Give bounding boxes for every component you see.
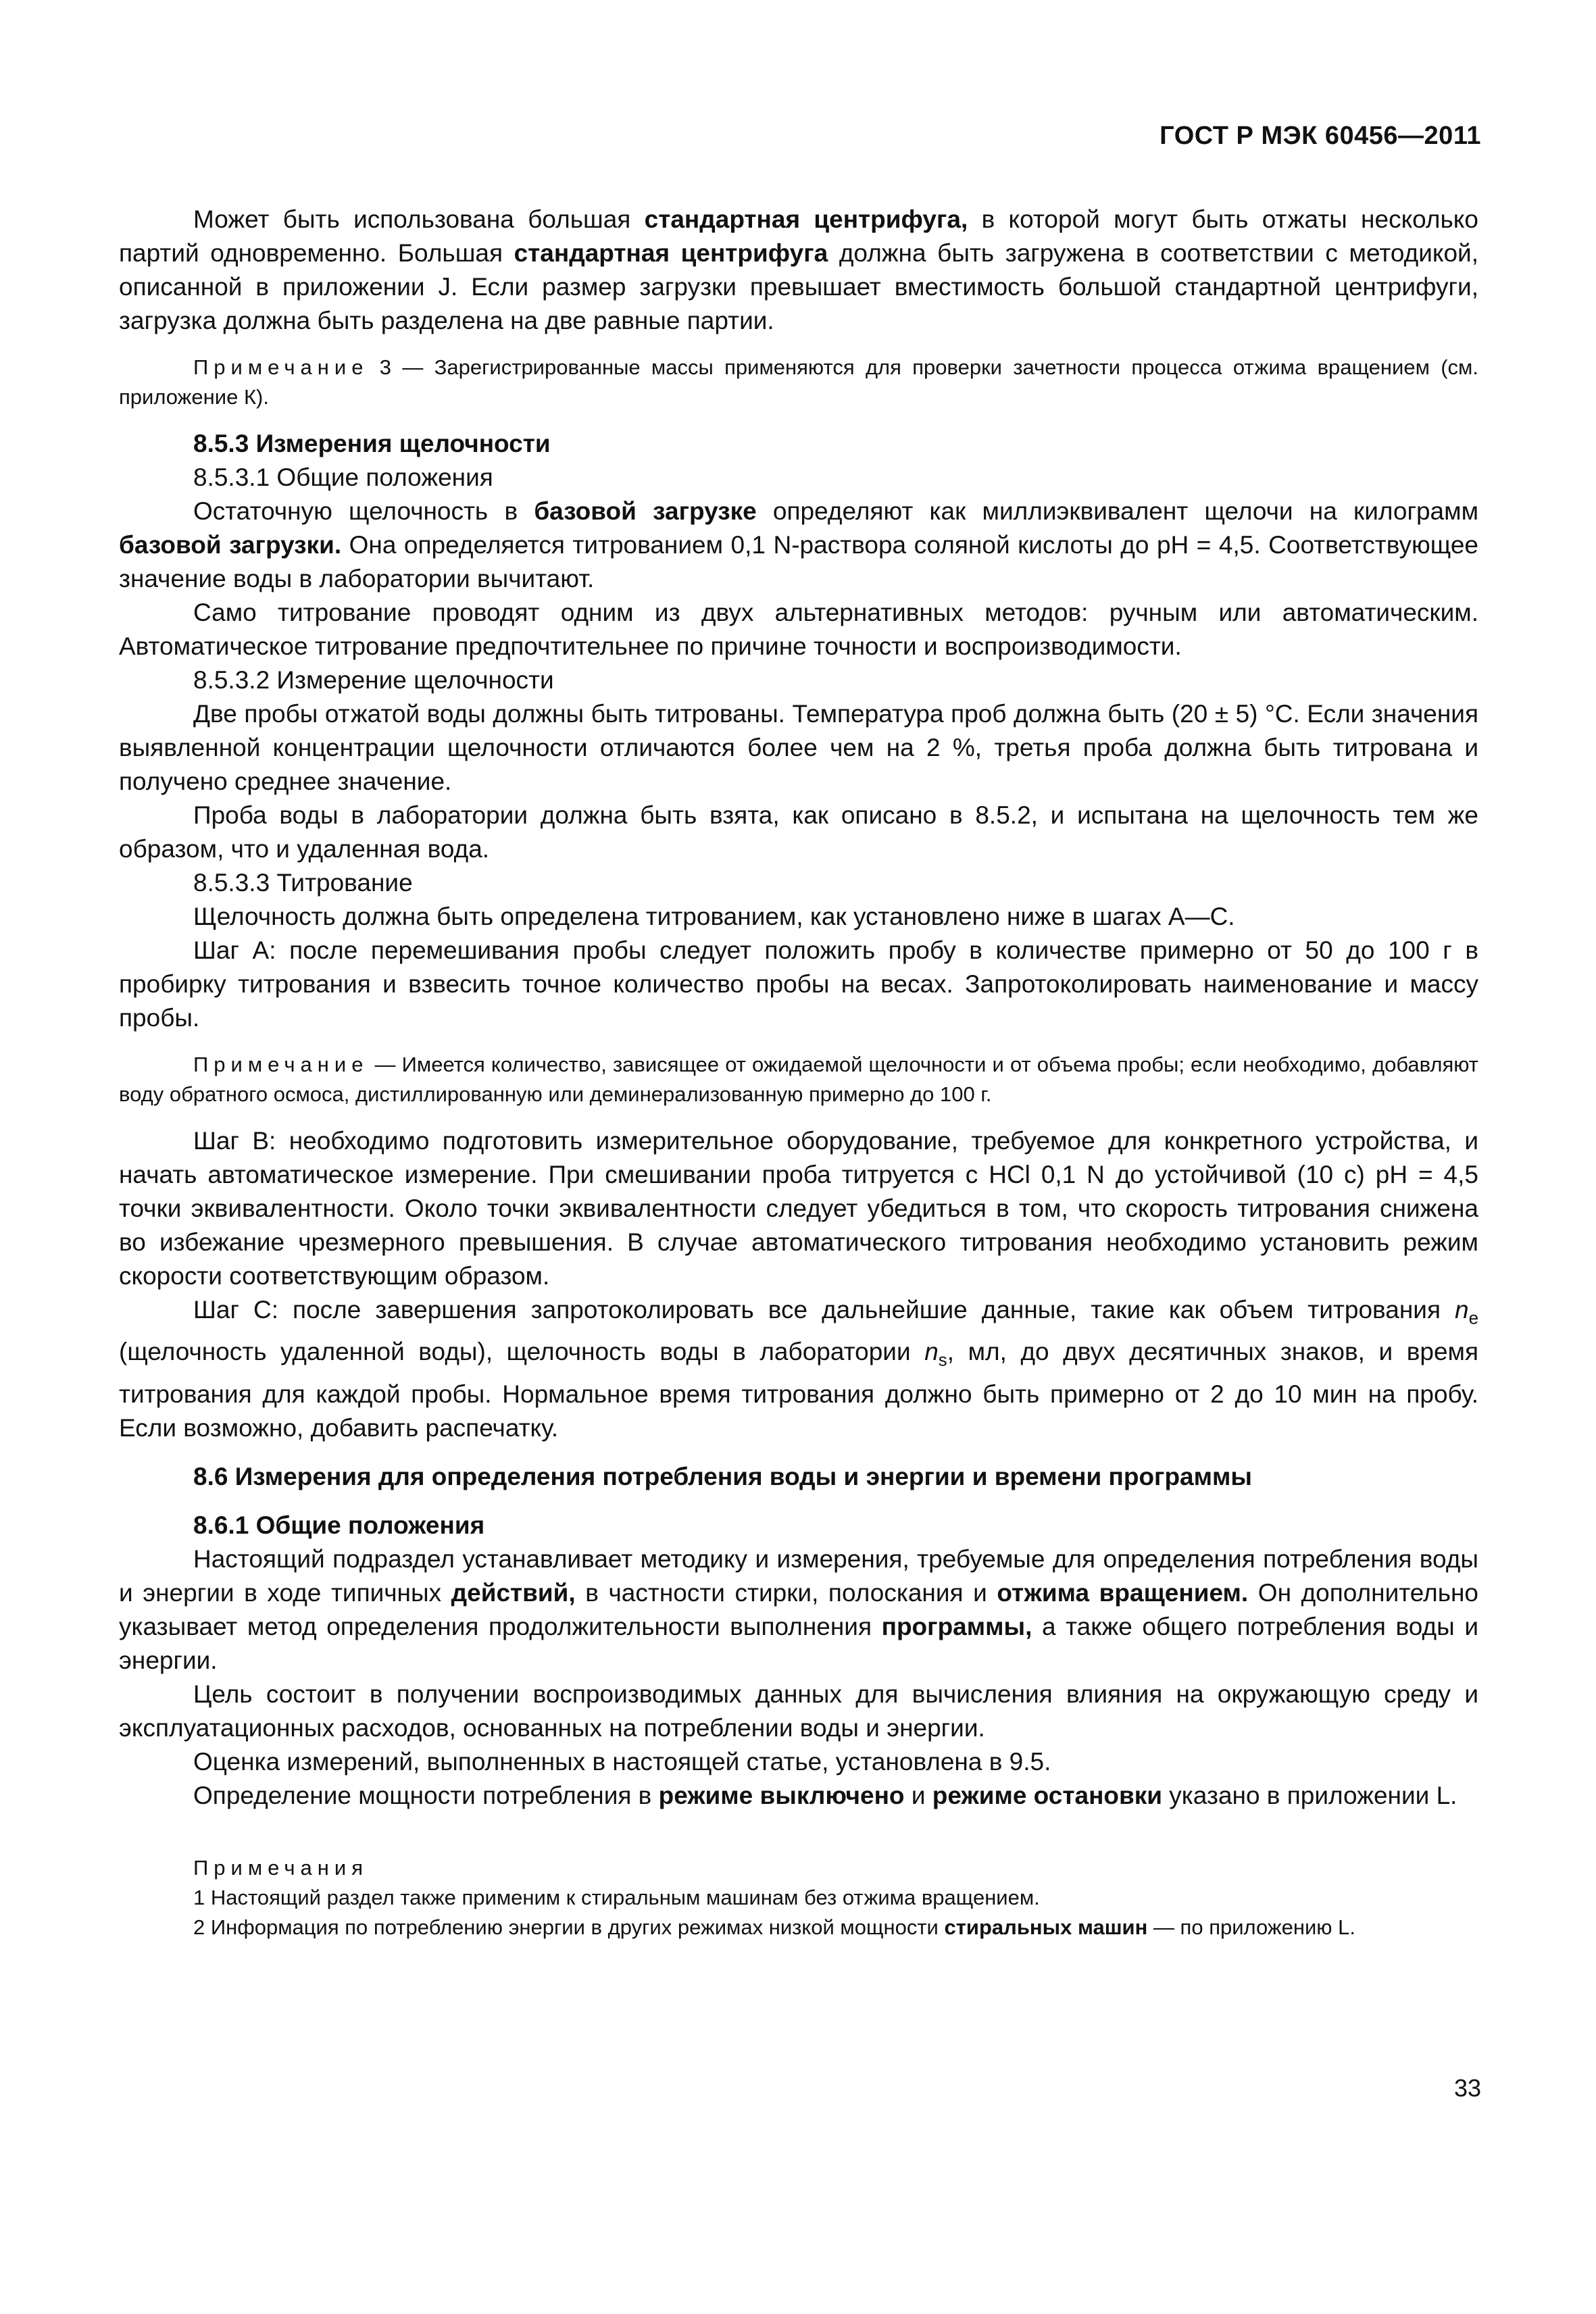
text-run: Определение мощности потребления в bbox=[193, 1781, 659, 1809]
paragraph-titration-methods: Само титрование проводят одним из двух альтернативных методов: ручным или автоматическим. Автоматическое титрование предпочтительнее по причине точности и воспроизводимости. bbox=[119, 599, 1478, 660]
note-item-2 bbox=[119, 1913, 1478, 1942]
variable-subscript: e bbox=[1468, 1309, 1478, 1328]
note-text: — Имеется количество, зависящее от ожидаемой щелочности и от объема пробы; если необходимо, добавляют воду обратного осмоса, дистиллированную или деминерализованную примерно до 100 г. bbox=[119, 1053, 1478, 1106]
paragraph-subsection-scope bbox=[119, 1542, 1478, 1678]
text-run: , мл, до двух десятичных знаков, и время титрования для каждой пробы. Нормальное время титрования должно быть примерно от 2 до 10 мин на пробу. Если возможно, добавить распечатку. bbox=[119, 1338, 1478, 1442]
text-run: должна быть загружена в соответствии с методикой, описанной в приложении J. Если размер загрузки превышает вместимость большой стандартной центрифуги, загрузка должна быть разделена на две равные партии. bbox=[119, 239, 1479, 334]
text-run: определяют как миллиэквивалент щелочи на килограмм bbox=[756, 497, 1479, 525]
paragraph-two-samples: Две пробы отжатой воды должны быть титрованы. Температура проб должна быть (20 ± 5) °С. Если значения выявленной концентрации щелочности отличаются более чем на 2 %, третья проба должна быть титрована и получено среднее значение. bbox=[119, 700, 1478, 795]
text-run: и bbox=[904, 1781, 932, 1809]
text-run: указано в приложении L. bbox=[1162, 1781, 1457, 1809]
text-run: Остаточную щелочность в bbox=[193, 497, 534, 525]
term-programme: программы, bbox=[881, 1612, 1032, 1640]
paragraph-evaluation: Оценка измерений, выполненных в настоящей статье, установлена в 9.5. bbox=[193, 1747, 1051, 1776]
notes-title: Примечания bbox=[193, 1855, 368, 1880]
text-run: (щелочность удаленной воды), щелочность воды в лаборатории bbox=[119, 1338, 925, 1366]
text-run: 2 Информация по потреблению энергии в других режимах низкой мощности bbox=[193, 1915, 945, 1939]
note-text: 3 — Зарегистрированные массы применяются для проверки зачетности процесса отжима вращением (см. приложение К). bbox=[119, 355, 1478, 409]
paragraph-step-b: Шаг В: необходимо подготовить измерительное оборудование, требуемое для конкретного устройства, и начать автоматическое измерение. При смешивании проба титруется с НСl 0,1 N до устойчивой (10 с) рН = 4,5 точки эквивалентности. Около точки эквивалентности следует убедиться в том, что скорость титрования снижена во избежание чрезмерного превышения. В случае автоматического титрования необходимо установить режим скорости соответствующим образом. bbox=[119, 1127, 1478, 1290]
term-standard-centrifuge: стандартная центрифуга bbox=[514, 239, 828, 267]
term-washing-machines: стиральных машин bbox=[944, 1915, 1148, 1939]
note-label: Примечание bbox=[193, 355, 369, 379]
section-heading-8-5-3: 8.5.3 Измерения щелочности bbox=[193, 430, 551, 457]
section-heading-8-6-1: 8.6.1 Общие положения bbox=[193, 1511, 485, 1539]
subsection-heading-8-5-3-3: 8.5.3.3 Титрование bbox=[193, 869, 413, 897]
paragraph-residual-alkalinity bbox=[119, 495, 1478, 596]
text-run: Она определяется титрованием 0,1 N-раствора соляной кислоты до рН = 4,5. Соответствующее значение воды в лаборатории вычитают. bbox=[119, 531, 1478, 593]
term-spin-extraction: отжима вращением. bbox=[997, 1578, 1249, 1607]
text-run: а также общего потребления воды и энергии. bbox=[119, 1612, 1478, 1674]
paragraph-step-c bbox=[119, 1293, 1478, 1445]
text-run: Он дополнительно указывает метод определения продолжительности выполнения bbox=[119, 1578, 1478, 1640]
subsection-heading-8-5-3-1: 8.5.3.1 Общие положения bbox=[193, 463, 493, 491]
note-item-1: 1 Настоящий раздел также применим к стиральным машинам без отжима вращением. bbox=[193, 1885, 1040, 1909]
page-number: 33 bbox=[1453, 2074, 1481, 2102]
text-run: Настоящий подраздел устанавливает методику и измерения, требуемые для определения потребления воды и энергии в ходе типичных bbox=[119, 1544, 1478, 1607]
page-body bbox=[119, 203, 1478, 1942]
text-run: Шаг С: после завершения запротоколировать все дальнейшие данные, такие как объем титрования bbox=[193, 1296, 1455, 1324]
section-heading-8-6: 8.6 Измерения для определения потребления воды и энергии и времени программы bbox=[193, 1462, 1252, 1490]
note-step-a bbox=[119, 1050, 1478, 1109]
subsection-heading-8-5-3-2: 8.5.3.2 Измерение щелочности bbox=[193, 666, 554, 694]
variable-n: n bbox=[924, 1338, 939, 1366]
term-standard-centrifuge: стандартная центрифуга, bbox=[644, 205, 968, 233]
paragraph-power-modes bbox=[119, 1779, 1478, 1813]
paragraph-titration-steps: Щелочность должна быть определена титрованием, как установлено ниже в шагах А—С. bbox=[193, 903, 1235, 930]
note-3 bbox=[119, 353, 1478, 412]
text-run: в частности стирки, полоскания и bbox=[575, 1578, 997, 1607]
text-run: Может быть использована большая bbox=[193, 205, 645, 233]
standard-code-header: ГОСТ Р МЭК 60456—2011 bbox=[1159, 122, 1481, 150]
paragraph-goal: Цель состоит в получении воспроизводимых данных для вычисления влияния на окружающую среду и эксплуатационных расходов, основанных на потреблении воды и энергии. bbox=[119, 1680, 1478, 1742]
term-base-load: базовой загрузке bbox=[534, 497, 757, 525]
variable-subscript: s bbox=[938, 1351, 947, 1370]
term-off-mode: режиме выключено bbox=[658, 1781, 905, 1809]
text-run: в которой могут быть отжаты несколько партий одновременно. Большая bbox=[119, 205, 1478, 267]
centrifuge-paragraph bbox=[119, 203, 1478, 338]
note-label: Примечание bbox=[193, 1053, 369, 1076]
paragraph-lab-water-sample: Проба воды в лаборатории должна быть взята, как описано в 8.5.2, и испытана на щелочность тем же образом, что и удаленная вода. bbox=[119, 801, 1478, 863]
term-left-on-mode: режиме остановки bbox=[932, 1781, 1163, 1809]
term-base-load: базовой загрузки. bbox=[119, 531, 342, 559]
text-run: — по приложению L. bbox=[1147, 1915, 1355, 1939]
variable-n: n bbox=[1455, 1296, 1469, 1324]
paragraph-step-a: Шаг А: после перемешивания пробы следует положить пробу в количестве примерно от 50 до 100 г в пробирку титрования и взвесить точное количество пробы на весах. Запротоколировать наименование и массу пробы. bbox=[119, 936, 1478, 1032]
term-operations: действий, bbox=[451, 1578, 576, 1607]
